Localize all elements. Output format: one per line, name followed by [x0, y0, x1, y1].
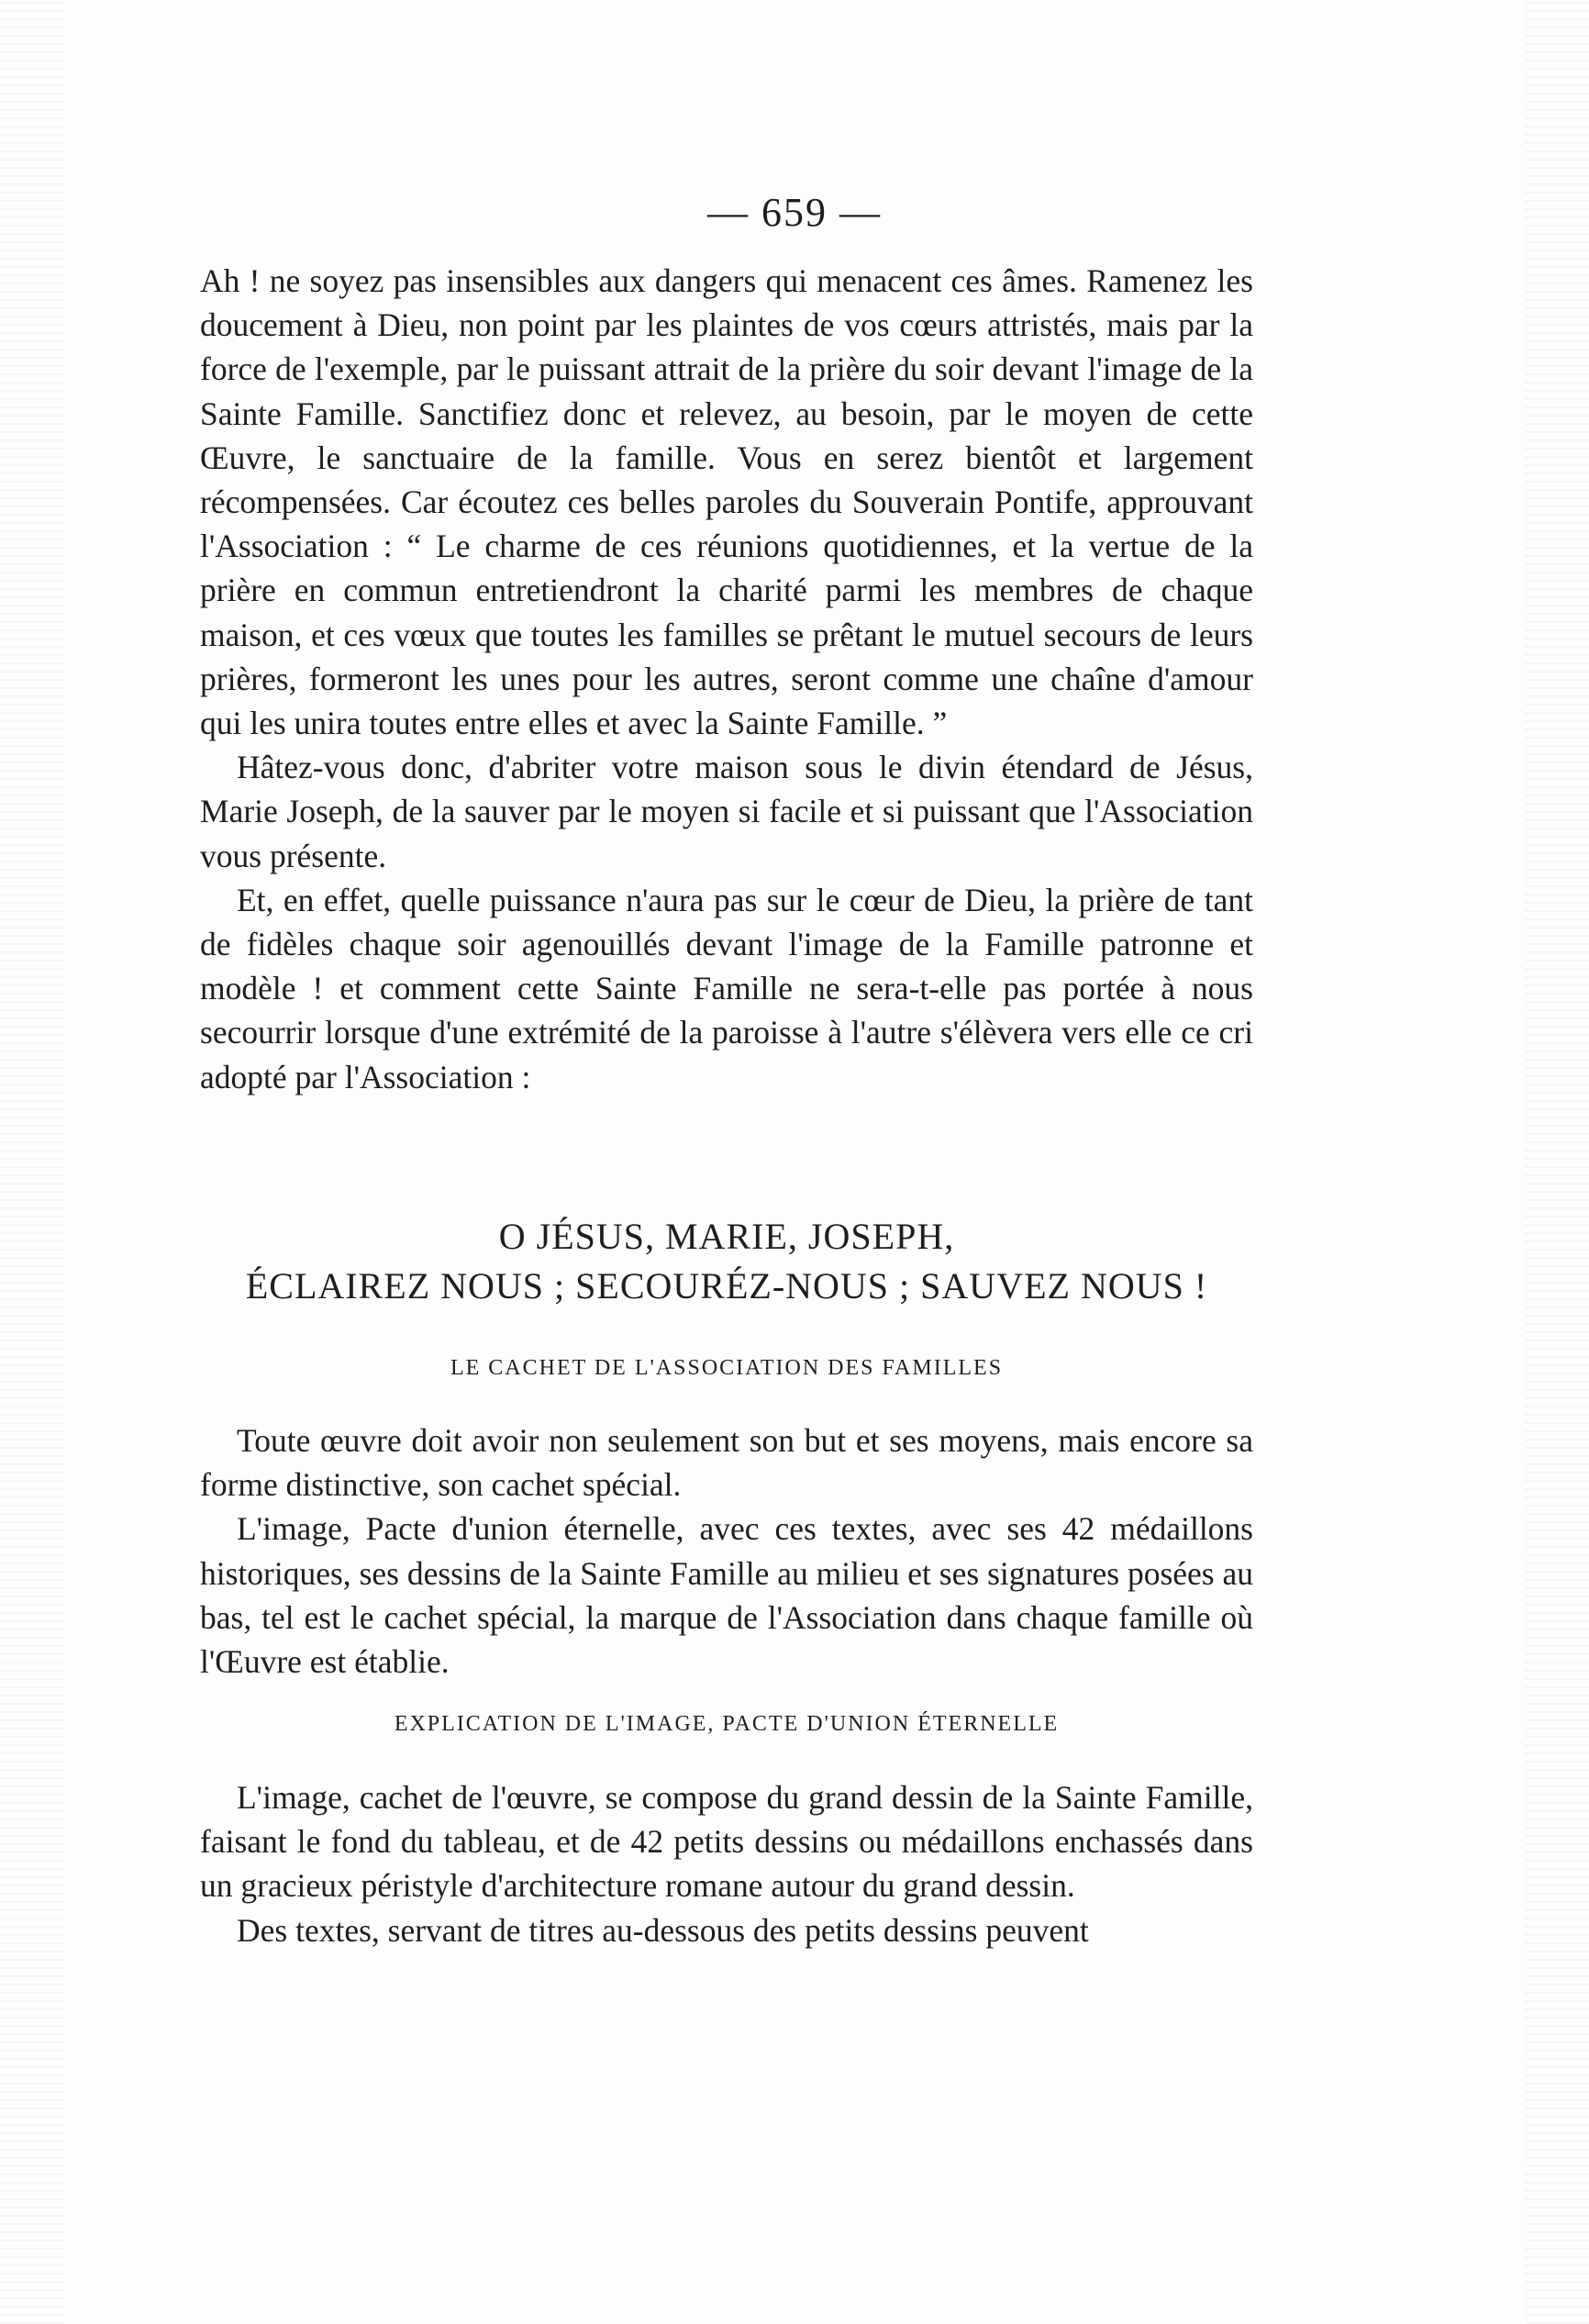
section-heading-cachet: LE CACHET DE L'ASSOCIATION DES FAMILLES — [450, 1356, 1004, 1380]
paragraph-hatez-vous: Hâtez-vous donc, d'abriter votre maison sous le divin étendard de Jésus, Marie Joseph, de la sauver par le moyen si facile et si puissant que l'Association vous présente. — [200, 749, 1253, 874]
invocation-line-2: ÉCLAIREZ NOUS ; SECOURÉZ-NOUS ; SAUVEZ NOUS ! — [245, 1265, 1208, 1307]
invocation-line-1: O JÉSUS, MARIE, JOSEPH, — [498, 1216, 955, 1257]
paragraph-l-image-pacte: L'image, Pacte d'union éternelle, avec ces textes, avec ses 42 médaillons historiques, ses dessins de la Sainte Famille au milieu et ses signatures posées au bas, tel est le cachet spécial, la marque de l'Association dans chaque famille où l'Œuvre est établie. — [200, 1510, 1253, 1681]
body-text-explication — [200, 1775, 1253, 1952]
body-text-cachet — [200, 1418, 1253, 1684]
page-edge-right — [1525, 0, 1589, 2324]
paragraph-des-textes: Des textes, servant de titres au-dessous des petits dessins peuvent — [237, 1911, 1089, 1949]
page-number: — 659 — — [707, 190, 882, 235]
section-heading-explication: EXPLICATION DE L'IMAGE, PACTE D'UNION ÉTERNELLE — [394, 1712, 1060, 1736]
paragraph-toute-oeuvre: Toute œuvre doit avoir non seulement son but et ses moyens, mais encore sa forme distinctive, son cachet spécial. — [200, 1422, 1253, 1504]
paragraph-et-en-effet: Et, en effet, quelle puissance n'aura pas sur le cœur de Dieu, la prière de tant de fidèles chaque soir agenouillés devant l'image de la Famille patronne et modèle ! et comment cette Sainte Famille ne sera-t-elle pas portée à nous secourrir lorsque d'une extrémité de la paroisse à l'autre s'élèvera vers elle ce cri adopté par l'Association : — [200, 881, 1253, 1095]
body-text-top — [200, 259, 1253, 1099]
page-edge-left — [0, 0, 64, 2324]
paragraph-ah-ne-soyez: Ah ! ne soyez pas insensibles aux dangers qui menacent ces âmes. Ramenez les doucement à Dieu, non point par les plaintes de vos cœurs attristés, mais par la force de l'exemple, par le puissant attrait de la prière du soir devant l'image de la Sainte Famille. Sanctifiez donc et relevez, au besoin, par le moyen de cette Œuvre, le sanctuaire de la famille. Vous en serez bientôt et largement récompensées. Car écoutez ces belles paroles du Souverain Pontife, approuvant l'Association : “ Le charme de ces réunions quotidiennes, et la vertue de la prière en commun entretiendront la charité parmi les membres de chaque maison, et ces vœux que toutes les familles se prêtant le mutuel secours de leurs prières, formeront les unes pour les autres, seront comme une chaîne d'amour qui les unira toutes entre elles et avec la Sainte Famille. ” — [200, 262, 1253, 742]
paragraph-l-image-cachet: L'image, cachet de l'œuvre, se compose du grand dessin de la Sainte Famille, faisant le fond du tableau, et de 42 petits dessins ou médaillons enchassés dans un gracieux péristyle d'architecture romane autour du grand dessin. — [200, 1779, 1253, 1905]
